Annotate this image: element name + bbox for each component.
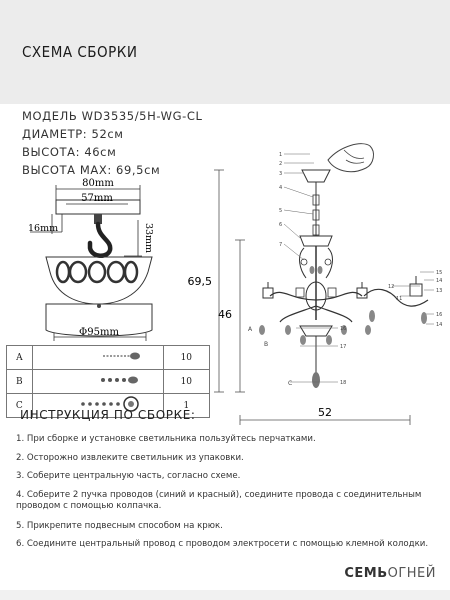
svg-text:4: 4 [279, 185, 283, 191]
max-height-label: ВЫСОТА MAX: 69,5см [22, 163, 161, 177]
svg-text:2: 2 [279, 161, 283, 167]
instructions-title: ИНСТРУКЦИЯ ПО СБОРКЕ: [20, 408, 196, 422]
svg-text:5: 5 [279, 208, 283, 214]
instruction-step: 5. Прикрепите подвесным способом на крюк. [16, 520, 223, 531]
svg-text:11: 11 [396, 296, 403, 302]
svg-text:13: 13 [436, 288, 443, 294]
height-dim: 46 [218, 308, 232, 321]
label-c: C [288, 380, 293, 387]
model-label: МОДЕЛЬ WD3535/5H-WG-CL [22, 109, 203, 123]
svg-text:1: 1 [279, 152, 283, 158]
footer-band [0, 590, 450, 600]
part-qty: 10 [163, 370, 209, 394]
brand-logo [344, 566, 436, 581]
instruction-step: 6. Соедините центральный провод с проводом электросети с помощью клемной колодки. [16, 539, 429, 549]
part-letter: C [7, 394, 33, 418]
svg-text:16: 16 [436, 312, 443, 318]
max-height-dim: 69,5 [187, 275, 212, 288]
instruction-step: 1. При сборке и установке светильника пользуйтесь перчатками. [16, 434, 316, 444]
dim-16-label: 16mm [28, 223, 59, 234]
dim-57-label: 57mm [81, 193, 113, 204]
brand-light: ОГНЕЙ [387, 566, 436, 581]
part-crystal-chain [32, 346, 163, 370]
svg-text:15: 15 [436, 270, 443, 276]
width-dim: 52 [318, 406, 332, 419]
brand-bold: СЕМЬ [344, 566, 388, 581]
svg-text:7: 7 [279, 242, 283, 248]
table-row [7, 370, 210, 394]
label-a: A [248, 326, 253, 333]
diameter-label: ДИАМЕТР: 52см [22, 127, 124, 141]
part-qty: 1 [163, 394, 209, 418]
svg-text:14: 14 [436, 278, 443, 284]
part-letter: B [7, 370, 33, 394]
crystal-chain-icon [33, 346, 163, 366]
part-letter: A [7, 346, 33, 370]
dim-33-label: 33mm [143, 222, 154, 254]
label-b: B [264, 341, 269, 348]
svg-text:6: 6 [279, 222, 283, 228]
svg-text:3: 3 [279, 171, 283, 177]
svg-text:18: 18 [340, 380, 347, 386]
instruction-step: 3. Соберите центральную часть, согласно схеме. [16, 471, 241, 481]
svg-text:16: 16 [340, 326, 347, 332]
svg-text:12: 12 [388, 284, 395, 290]
svg-text:14: 14 [436, 322, 443, 328]
bead-chain-icon [33, 370, 163, 390]
page-title: СХЕМА СБОРКИ [22, 43, 138, 61]
table-row [7, 346, 210, 370]
instruction-step: 4. Соберите 2 пучка проводов (синий и красный), соедините провода с соединительным проводом с помощью колпачка. [16, 489, 422, 511]
instruction-step: 2. Осторожно извлеките светильник из упаковки. [16, 452, 244, 463]
dim-canopy-label: Φ95mm [79, 327, 119, 338]
height-label: ВЫСОТА: 46см [22, 145, 117, 159]
dim-80-label: 80mm [82, 178, 114, 189]
part-bead-chain [32, 370, 163, 394]
part-qty: 10 [163, 346, 209, 370]
instructions-list [16, 434, 446, 558]
svg-text:17: 17 [340, 344, 347, 350]
